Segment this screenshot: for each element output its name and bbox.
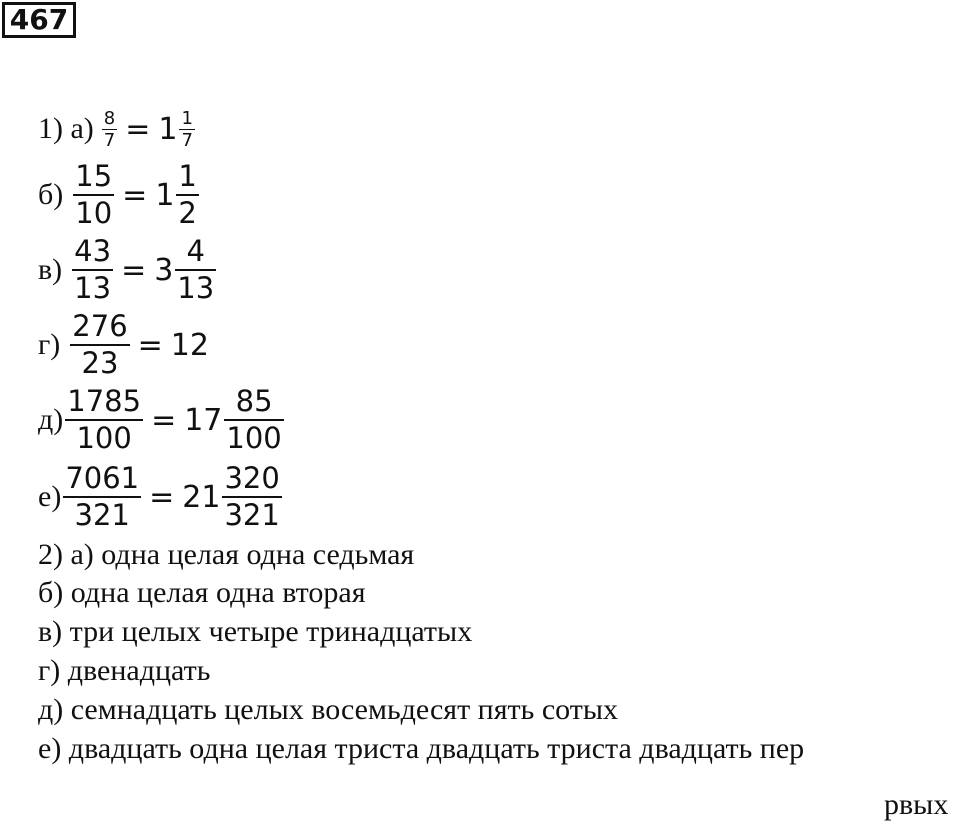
numerator: 43	[74, 234, 112, 268]
remainder-fraction	[224, 386, 283, 454]
whole-part: 17	[184, 402, 223, 438]
remainder-fraction	[179, 109, 194, 150]
remainder-fraction	[175, 236, 216, 304]
numerator: 85	[235, 384, 273, 418]
denominator: 321	[224, 498, 280, 532]
part1-item-v	[38, 235, 216, 305]
remainder-fraction	[222, 463, 281, 531]
numerator: 1785	[67, 384, 142, 418]
numerator: 15	[75, 159, 113, 193]
numerator: 1	[178, 159, 197, 193]
improper-fraction	[63, 463, 141, 531]
whole-part: 21	[182, 479, 221, 515]
part2-line-b: б) одна целая одна вторая	[38, 576, 366, 609]
numerator: 320	[224, 461, 280, 495]
denominator: 10	[75, 196, 113, 230]
equals-sign: =	[122, 177, 148, 213]
item-label: б)	[38, 178, 64, 211]
denominator: 7	[103, 129, 116, 151]
equals-sign: =	[125, 111, 151, 147]
denominator: 23	[81, 346, 119, 380]
equals-sign: =	[149, 479, 175, 515]
part2-line-v: в) три целых четыре тринадцатых	[38, 615, 473, 648]
item-label: в)	[38, 253, 63, 286]
equals-sign: =	[137, 327, 163, 363]
improper-fraction	[65, 386, 143, 454]
item-label: д)	[38, 403, 64, 436]
part2-line-a: 2) а) одна целая одна седьмая	[38, 538, 415, 571]
remainder-fraction	[176, 161, 198, 229]
whole-part: 3	[154, 252, 174, 288]
equals-sign: =	[121, 252, 147, 288]
part1-item-b	[38, 160, 199, 230]
numerator: 7061	[65, 461, 140, 495]
whole-part: 12	[170, 327, 209, 363]
denominator: 13	[177, 271, 215, 305]
denominator: 13	[74, 271, 112, 305]
improper-fraction	[73, 161, 114, 229]
numerator: 4	[186, 234, 205, 268]
item-label: е)	[38, 480, 62, 513]
numerator: 8	[103, 107, 116, 129]
equals-sign: =	[151, 402, 177, 438]
item-label: 1) а)	[38, 112, 94, 145]
item-label: г)	[38, 328, 61, 361]
wrapped-word-tail: рвых	[884, 788, 949, 821]
improper-fraction	[70, 311, 129, 379]
whole-part: 1	[158, 111, 178, 147]
part1-item-d	[38, 385, 284, 455]
whole-part: 1	[155, 177, 175, 213]
part1-item-a	[38, 94, 195, 164]
part2-line-d: д) семнадцать целых восемьдесят пять сотых	[38, 693, 619, 726]
denominator: 100	[76, 421, 132, 455]
part1-item-g	[38, 310, 211, 380]
problem-number-box: 467	[2, 2, 76, 38]
improper-fraction	[102, 109, 117, 150]
denominator: 7	[181, 129, 193, 151]
denominator: 321	[74, 498, 130, 532]
improper-fraction	[72, 236, 113, 304]
numerator: 1	[181, 107, 193, 129]
denominator: 100	[226, 421, 282, 455]
numerator: 276	[72, 309, 128, 343]
denominator: 2	[178, 196, 197, 230]
part2-line-g: г) двенадцать	[38, 654, 211, 687]
part1-item-e	[38, 462, 282, 532]
part2-line-e: е) двадцать одна целая триста двадцать триста двадцать пер	[38, 732, 805, 765]
